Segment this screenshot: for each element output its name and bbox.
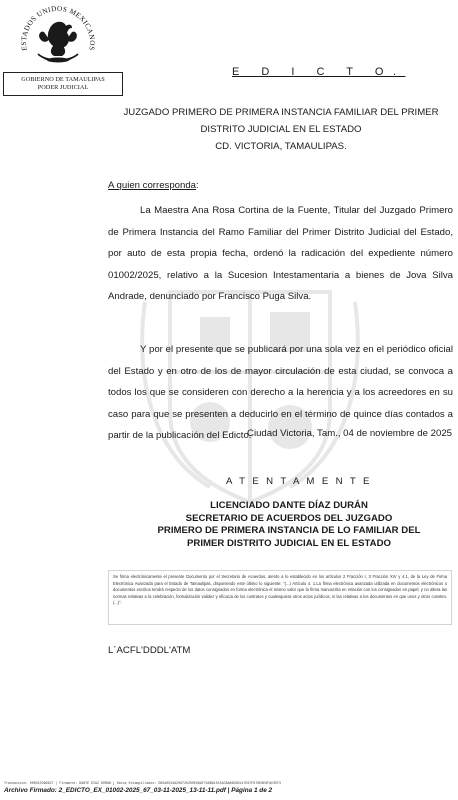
signatory-block: [118, 500, 458, 550]
greeting-text: A quien corresponda: [108, 180, 197, 191]
signatory-role-line-1: SECRETARIO DE ACUERDOS DEL JUZGADO: [185, 512, 393, 524]
paragraph-radication: La Maestra Ana Rosa Cortina de la Fuente, Titular del Juzgado Primero de Primera Instancia del Ramo Familiar del Primer Distrito Judicial del Estado, por auto de esta propia fecha, ordenó la radicación del expediente número 01002/2025, relativo a la Sucesion Intestamentaria a bienes de Jova Silva Andrade, denunciado por Francisco Puga Silva.: [108, 205, 453, 303]
place-and-date: Ciudad Victoria, Tam., 04 de noviembre de 2025: [247, 428, 452, 439]
closing-salutation: A T E N T A M E N T E: [226, 476, 372, 487]
signed-file-name: Archivo Firmado: 2_EDICTO_EX_01002-2025_67_03-11-2025_13-11-11.pdf | Página 1 de 2: [4, 787, 273, 794]
author-initials: L´ACFL'DDDL'ATM: [108, 645, 191, 656]
mexican-coat-of-arms-seal: [20, 2, 96, 70]
signatory-name: LICENCIADO DANTE DÍAZ DURÁN: [210, 500, 368, 511]
government-header-box: [3, 72, 123, 96]
court-name-line-2: DISTRITO JUDICIAL EN EL ESTADO: [200, 124, 362, 135]
greeting: [108, 180, 199, 191]
signature-transaction-line: Transacción: 000010399957 | Firmante: DANTE DÍAZ DURÁN | Datos Estampillados: D85A0534A2067202D0E88AF7A6B81515ACBA89E6D147E67F876E8E8FAC05F3: [4, 781, 281, 785]
electronic-signature-notice: Se firma electrónicamente el presente Documento por el Secretario de Acuerdos, atento a lo establecido en los artículos 2 Fracción I, 3 Fracción XIV y 4.1, de la Ley de Firma Electrónica Avanzada para el Estado de Tamaulipas, disponiendo este último lo siguiente: "(...) Artículo 4. 1.La firma electrónica avanzada utilizada en documentos electrónicos o documentos escritos tendrá respecto de los datos consignados en forma electrónica el mismo valor que la firma manuscrita en relación con los consignados en papel; y no altera las normas relativas a la celebración, formalización validez y eficacia de los contratos y cualesquiera otros actos jurídicos, ni las relativas a los documentos en que unos y otros consten. (...)".: [108, 570, 452, 625]
seal-motto: ESTADOS UNIDOS MEXICANOS: [20, 4, 96, 52]
court-header: [108, 104, 454, 155]
government-name: GOBIERNO DE TAMAULIPAS: [21, 76, 105, 83]
signatory-role-line-2: PRIMERO DE PRIMERA INSTANCIA DE LO FAMILIAR DEL: [157, 525, 421, 537]
paragraph-publication: Y por el presente que se publicará por una sola vez en el periódico oficial del Estado y en otro de los de mayor circulación de esta ciudad, se convoca a todos los que se consideren con derecho a la herencia y a los acreedores en su caso para que se presenten a deducirlo en el término de quince días contados a partir de la publicación del Edicto.: [108, 344, 453, 442]
court-name-line-1: JUZGADO PRIMERO DE PRIMERA INSTANCIA FAMILIAR DEL PRIMER: [123, 107, 439, 118]
judicial-branch-name: PODER JUDICIAL: [37, 84, 89, 91]
document-title: E D I C T O.: [232, 66, 406, 78]
signatory-role-line-3: PRIMER DISTRITO JUDICIAL EN EL ESTADO: [187, 537, 391, 549]
court-city: CD. VICTORIA, TAMAULIPAS.: [215, 141, 347, 152]
greeting-colon: :: [196, 180, 199, 191]
